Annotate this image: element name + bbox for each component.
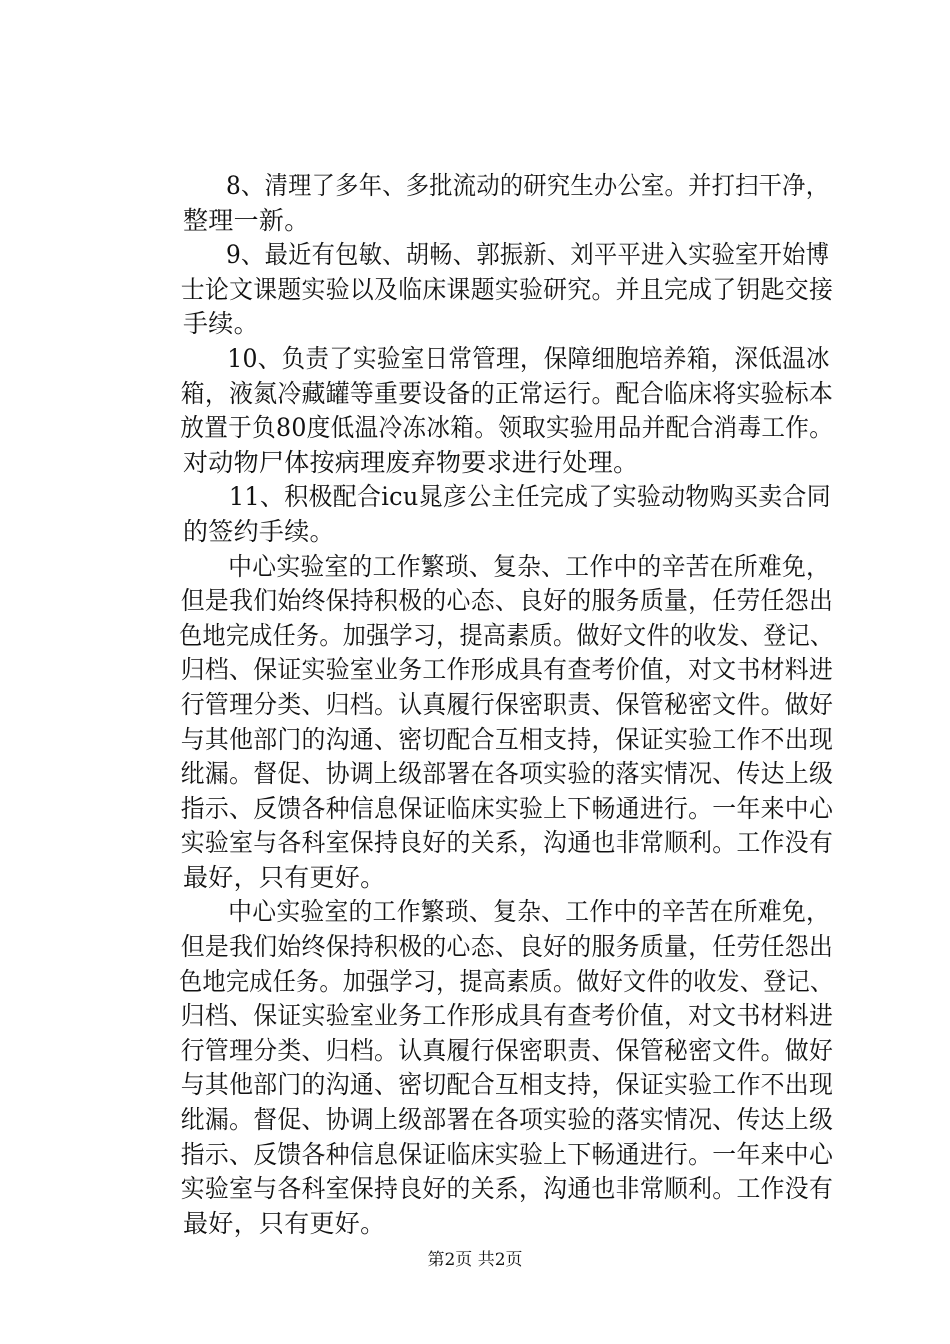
text-line: 箱，液氮冷藏罐等重要设备的正常运行。配合临床将实验标本 — [180, 378, 834, 408]
text-line: 中心实验室的工作繁琐、复杂、工作中的辛苦在所难免， — [228, 551, 831, 581]
text-line: 归档、保证实验室业务工作形成具有查考价值，对文书材料进 — [180, 655, 834, 685]
paragraph — [133, 480, 833, 549]
document-body — [133, 169, 833, 1241]
text-line: 9、最近有包敏、胡畅、郭振新、刘平平进入实验室开始博 — [225, 240, 830, 270]
text-line: 指示、反馈各种信息保证临床实验上下畅通进行。一年来中心 — [180, 793, 834, 823]
page-footer: 第2页 共2页 — [427, 1250, 523, 1270]
paragraph — [133, 238, 833, 342]
text-line: 11、积极配合icu晁彦公主任完成了实验动物购买卖合同 — [228, 482, 831, 512]
text-line: 指示、反馈各种信息保证临床实验上下畅通进行。一年来中心 — [180, 1139, 834, 1169]
text-line: 行管理分类、归档。认真履行保密职责、保管秘密文件。做好 — [180, 689, 834, 719]
text-line: 与其他部门的沟通、密切配合互相支持，保证实验工作不出现 — [180, 724, 834, 754]
text-line: 最好，只有更好。 — [183, 862, 386, 892]
text-line: 的签约手续。 — [183, 516, 335, 546]
paragraph — [133, 895, 833, 1241]
text-line: 但是我们始终保持积极的心态、良好的服务质量，任劳任怨出 — [180, 586, 834, 616]
text-line: 色地完成任务。加强学习，提高素质。做好文件的收发、登记、 — [179, 620, 834, 650]
text-line: 8、清理了多年、多批流动的研究生办公室。并打扫干净， — [225, 171, 830, 200]
text-line: 手续。 — [183, 309, 259, 339]
text-line: 纰漏。督促、协调上级部署在各项实验的落实情况、传达上级 — [180, 1105, 834, 1135]
text-line: 整理一新。 — [183, 205, 310, 235]
text-line: 最好，只有更好。 — [183, 1208, 386, 1238]
paragraph — [133, 550, 833, 896]
text-line: 与其他部门的沟通、密切配合互相支持，保证实验工作不出现 — [180, 1070, 834, 1100]
text-line: 对动物尸体按病理废弃物要求进行处理。 — [183, 447, 639, 477]
text-line: 色地完成任务。加强学习，提高素质。做好文件的收发、登记、 — [179, 966, 834, 996]
text-line: 中心实验室的工作繁琐、复杂、工作中的辛苦在所难免， — [228, 897, 831, 927]
text-line: 归档、保证实验室业务工作形成具有查考价值，对文书材料进 — [180, 1001, 834, 1031]
text-line: 但是我们始终保持积极的心态、良好的服务质量，任劳任怨出 — [180, 932, 834, 962]
paragraph — [133, 342, 833, 480]
text-line: 士论文课题实验以及临床课题实验研究。并且完成了钥匙交接 — [180, 274, 834, 304]
text-line: 实验室与各科室保持良好的关系，沟通也非常顺利。工作没有 — [180, 1174, 834, 1204]
text-line: 实验室与各科室保持良好的关系，沟通也非常顺利。工作没有 — [180, 828, 834, 858]
text-line: 放置于负80度低温冷冻冰箱。领取实验用品并配合消毒工作。 — [180, 413, 834, 443]
text-line: 纰漏。督促、协调上级部署在各项实验的落实情况、传达上级 — [180, 759, 834, 789]
paragraph — [133, 169, 833, 238]
text-line: 10、负责了实验室日常管理，保障细胞培养箱，深低温冰 — [227, 343, 830, 373]
text-line: 行管理分类、归档。认真履行保密职责、保管秘密文件。做好 — [180, 1035, 834, 1065]
